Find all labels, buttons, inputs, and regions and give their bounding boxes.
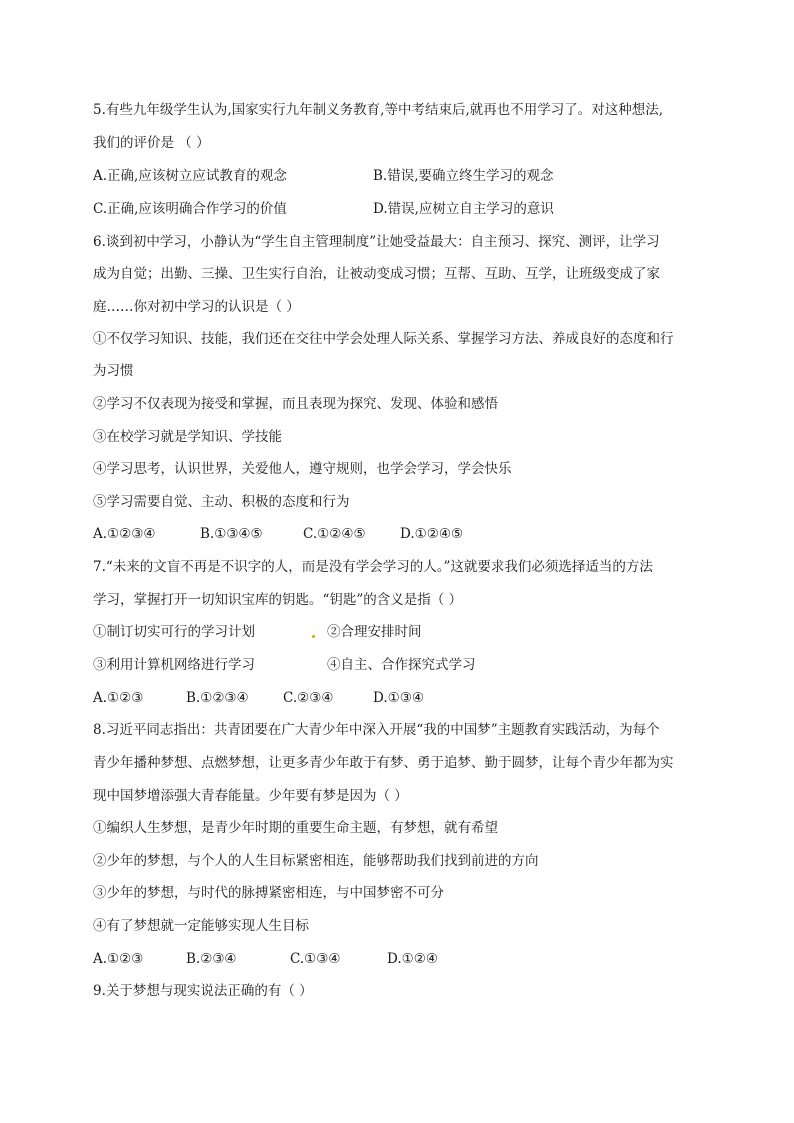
q8-option-c: C.①③④	[290, 951, 341, 967]
q5-stem-line-1: 5.有些九年级学生认为,国家实行九年制义务教育,等中考结束后,就再也不用学习了。对这种想法,	[93, 102, 664, 118]
q7-statement-1: ①制订切实可行的学习计划	[93, 624, 255, 640]
q5-option-d: D.错误,应树立自主学习的意识	[373, 201, 554, 217]
q7-stem-line-1: 7.“未来的文盲不再是不识字的人，而是没有学会学习的人。”这就要求我们必须选择适当的方法	[93, 559, 653, 575]
q7-option-c: C.②③④	[283, 690, 334, 706]
q7-statement-2: ②合理安排时间	[327, 624, 422, 640]
q7-option-a: A.①②③	[93, 690, 144, 706]
q7-statement-3: ③利用计算机网络进行学习	[93, 657, 255, 673]
q5-option-a: A.正确,应该树立应试教育的观念	[93, 168, 287, 184]
q6-statement-3: ③在校学习就是学知识、学技能	[93, 429, 282, 445]
q6-option-a: A.①②③④	[93, 526, 156, 542]
q8-statement-1: ①编织人生梦想，是青少年时期的重要生命主题，有梦想，就有希望	[93, 820, 498, 836]
q7-statement-4: ④自主、合作探究式学习	[327, 657, 476, 673]
q6-option-c: C.①②④⑤	[303, 526, 366, 542]
q8-stem-line-3: 现中国梦增添强大青春能量。少年要有梦是因为（ ）	[93, 788, 408, 804]
q8-option-a: A.①②③	[93, 951, 144, 967]
q6-option-b: B.①③④⑤	[200, 526, 263, 542]
q6-statement-5: ⑤学习需要自觉、主动、积极的态度和行为	[93, 494, 350, 510]
q7-option-b: B.①②③④	[186, 690, 249, 706]
q6-statement-1-line-1: ①不仅学习知识、技能，我们还在交往中学会处理人际关系、掌握学习方法、养成良好的态度和行	[93, 331, 674, 347]
q9-stem-line-1: 9.关于梦想与现实说法正确的有（ ）	[93, 983, 313, 999]
stray-mark	[312, 635, 315, 638]
q8-stem-line-2: 青少年播种梦想、点燃梦想，让更多青少年敢于有梦、勇于追梦、勤于圆梦，让每个青少年都为实	[93, 755, 674, 771]
q7-stem-line-2: 学习，掌握打开一切知识宝库的钥匙。“钥匙”的含义是指（ ）	[93, 592, 463, 608]
q6-stem-line-3: 庭……你对初中学习的认识是（ ）	[93, 299, 300, 315]
q5-stem-line-2: 我们的评价是 （ ）	[93, 135, 210, 151]
q6-stem-line-2: 成为自觉；出勤、三操、卫生实行自治，让被动变成习惯；互帮、互助、互学，让班级变成了家	[93, 266, 660, 282]
q8-statement-2: ②少年的梦想，与个人的人生目标紧密相连，能够帮助我们找到前进的方向	[93, 853, 539, 869]
q6-statement-2: ②学习不仅表现为接受和掌握，而且表现为探究、发现、体验和感悟	[93, 396, 498, 412]
q7-option-d: D.①③④	[373, 690, 424, 706]
q6-stem-line-1: 6.谈到初中学习，小静认为“学生自主管理制度”让她受益最大：自主预习、探究、测评，让学习	[93, 234, 660, 250]
q6-statement-1-line-2: 为习惯	[93, 363, 134, 379]
q8-statement-4: ④有了梦想就一定能够实现人生目标	[93, 918, 309, 934]
q8-option-d: D.①②④	[387, 951, 438, 967]
q8-statement-3: ③少年的梦想，与时代的脉搏紧密相连，与中国梦密不可分	[93, 885, 444, 901]
q5-option-c: C.正确,应该明确合作学习的价值	[93, 201, 287, 217]
q5-option-b: B.错误,要确立终生学习的观念	[373, 168, 554, 184]
q6-option-d: D.①②④⑤	[400, 526, 464, 542]
q6-statement-4: ④学习思考，认识世界，关爱他人，遵守规则，也学会学习，学会快乐	[93, 461, 512, 477]
q8-option-b: B.②③④	[186, 951, 237, 967]
q8-stem-line-1: 8.习近平同志指出：共青团要在广大青少年中深入开展“我的中国梦”主题教育实践活动，为每个	[93, 722, 660, 738]
